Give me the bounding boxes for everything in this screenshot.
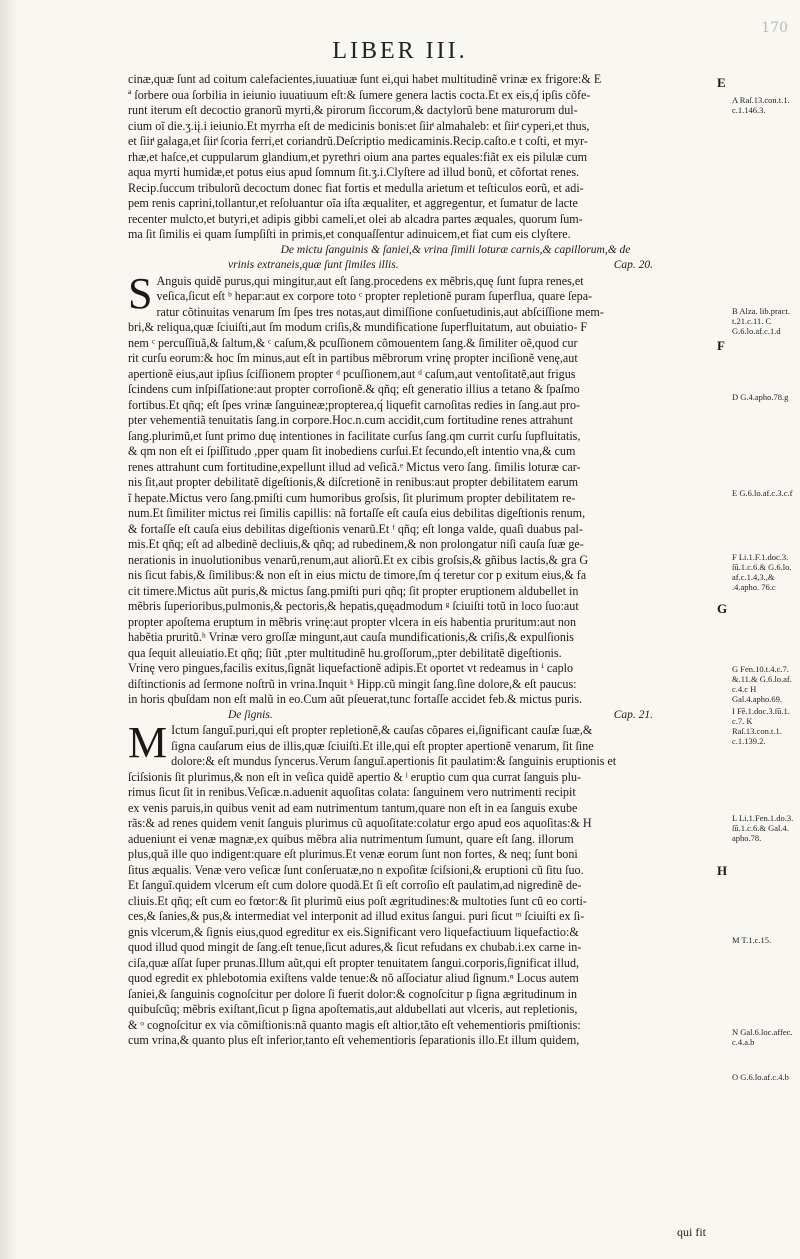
- text-line: Ictum ſanguĩ.puri,qui eſt propter repletionẽ,& cauſas cõpares ei,ſignificant cauſæ ſuæ,&: [171, 723, 593, 737]
- text-line: mẽbris ſuperioribus,pulmonis,& pectoris,& hepatis,quęadmodum ᵍ ſciuiſti totũ in loco ſuo:aut: [128, 599, 579, 613]
- text-line: cium oĩ die.ʒ.iį.i ieiunio.Et myrrha eſt de medicinis bonis:et ſiirͭ almahaleb: et ſiirͭ cyperi,et thus,: [128, 118, 590, 133]
- text-line: cit timere.Mictus aũt puris,& mictus ſang.pmiſti puri qñq; ſit propter eruptionem aldubellet in: [128, 583, 579, 598]
- margin-note-e: E G.6.lo.af.c.3.c.f: [732, 488, 793, 498]
- chapter-21-heading: [128, 708, 713, 724]
- text-line: recenter mulcto,et butyri,et adipis gibbi cameli,et olei ab alcadra partes æquales, quorum ſum-: [128, 211, 583, 226]
- margin-note-o: O G.6.lo.af.c.4.b: [732, 1072, 789, 1082]
- margin-note-g-h: G Fen.10.t.4.c.7. &.11.& G.6.lo.af. c.4.c H Gal.4.apho.69.: [732, 664, 792, 704]
- text-line: rimus ſicut ſit in renibus.Veſicæ.n.aduenit aquoſitas colata: ſanguinem vero nutrimenti recipit: [128, 785, 576, 799]
- text-line: dolore:& eſt mundus ſyncerus.Verum ſanguĩ.apertionis ſit paulatim:& ſanguinis eruptionis et: [171, 754, 617, 768]
- chapter-20-number: Cap. 20.: [613, 259, 653, 271]
- chapter-20-body: [128, 268, 713, 708]
- margin-note-f: F Li.1.F.1.doc.3. ſũ.1.c.6.& G.6.lo. af.c.1.4,3.,& .4.apho. 76.c: [732, 552, 792, 592]
- text-line: ĩ hepate.Mictus vero ſang.pmiſti cum humoribus groſsis, ſit plurimum propter debilitatem re-: [128, 490, 576, 505]
- text-line: Vrinę vero pingues,facilis exitus,ſignãt liquefactionẽ adipis.Et oportet vt redeamus in ⁱ caplo: [128, 661, 574, 675]
- text-line: nis ſit,aut propter debilitatẽ digeſtionis,& diſcretionẽ in renibus:aut propter debilitatem earum: [128, 475, 579, 489]
- chapter-21-body: [128, 718, 713, 1049]
- text-line: Recip.ſuccum tribulorũ decoctum donec fiat fortis et medulla arietum et teſticulos eorũ, et adi-: [128, 180, 584, 195]
- text-line: gnis vlcerum,& ſignis eius,quod egreditur ex eis.Significant vero liquefactiuum liquefactio:&: [128, 924, 579, 939]
- text-line: ciſa,quæ aſſat ſuper prunas.Illum aũt,qui eſt propter tenuitatem ſangui.corporis,ſignificat illud,: [128, 955, 580, 970]
- paragraph-block-3: [128, 718, 713, 1049]
- chapter-21-title: De ſignis.: [228, 708, 273, 721]
- text-line: propter apoſtema eruptum in mẽbris vrinę:aut propter vlcera in eis habentia pruritum:aut non: [128, 614, 577, 629]
- text-line: ſitus æqualis. Venæ vero veſicæ ſunt conſeruatæ,no n expoſitæ ſciſsioni,& eruptioni cũ ſitu ſuo.: [128, 862, 584, 877]
- text-line: ſaniei,& ſanguinis cognoſcitur per dolore ſi fuerit dolor:& cognoſcitur p ſigna ægritudinum in: [128, 986, 578, 1001]
- section-letter-h: H: [717, 863, 728, 878]
- text-line: qua ſequit alleuiatio.Et qñq; ſiũt ,pter multitudinẽ hu.groſſorum,,pter debilitatẽ digeſtionis.: [128, 645, 562, 660]
- text-line: cliuis.Et qñq; eſt cum eo fœtor:& ſit plurimũ eius poſt ægritudines:& multoties ſunt cũ eo corti-: [128, 893, 587, 908]
- text-line: adueniunt ei venæ magnæ,ex quibus mẽbra alia nutrimentum ſumunt, quare eſt ſang. illorum: [128, 831, 574, 846]
- margin-note-l: L Li.1.Fen.1.do.3. ſũ.1.c.6.& Gal.4. apho.78.: [732, 813, 794, 843]
- text-line: pem renis caprini,tollantur,et reſoluantur oĩa iſta æqualiter, et aggregentur, et ſumatur de lacte: [128, 196, 578, 210]
- text-line: quod egredit ex phlebotomia exiſtens valde tenue:& nõ aſſociatur aliud ſignum.ⁿ Locus autem: [128, 971, 579, 985]
- chapter-20-heading-line-2: [128, 258, 713, 274]
- drop-capital-s: S: [128, 268, 153, 318]
- margin-note-a: A Raſ.13.con.t.1. c.1.146.3.: [732, 95, 790, 115]
- catchword: qui fit: [677, 1225, 706, 1239]
- text-line: ratur cõtinuitas venarum ſm ſpes tres notas,aut dimiſſione conſuetudinis,aut abſciſſione mem-: [156, 304, 604, 319]
- text-line: rit curſu eorum:& hoc ſm minus,aut eſt in partibus mẽbrorum vrinę propter inciſionẽ venę,aut: [128, 351, 578, 365]
- text-line: runt iterum eſt decoctio granorũ myrti,& pirorum ſiccorum,& dactylorũ bene maturorum dul-: [128, 103, 578, 117]
- paragraph-block-1: [128, 72, 713, 243]
- section-letter-g: G: [717, 601, 728, 616]
- text-line: ex venis paruis,in quibus venit ad eam nutrimentum tantum,quare non eſt in ea ſanguis exube: [128, 800, 578, 815]
- margin-note-n: N Gal.6.loc.affec. c.4.a.b: [732, 1027, 793, 1047]
- margin-note-d: D G.4.apho.78.g: [732, 392, 789, 402]
- margin-note-b-c: B Alza. lib.pract. t.21.c.11. C G.6.lo.af.c.1.d: [732, 306, 790, 336]
- drop-capital-m: M: [128, 718, 168, 767]
- text-line: fortibus.Et qñq; eſt ſpes vrinæ ſanguineæ;propterea,q́ liquefit carnoſitas redies in ſang.aut pro-: [128, 397, 581, 412]
- section-letter-f: F: [717, 338, 725, 353]
- margin-note-i-k: I Fẽ.1.doc.3.ſũ.1. c.7. K Raſ.13.con.t.1. c.1.139.2.: [732, 706, 790, 746]
- text-line: cum vrina,& quanto plus eſt inferior,tanto eſt vehementioris ſeparationis illo.Et illum quidem,: [128, 1033, 580, 1047]
- running-head: LIBER III.: [332, 38, 468, 64]
- paragraph-block-2: [128, 268, 713, 708]
- chapter-21-number: Cap. 21.: [613, 708, 653, 721]
- main-text-column: [128, 72, 713, 1049]
- text-line: rãs:& ad renes quidem venit ſanguis plurimus cũ aquoſitate:colatur ergo apud eos aquoſitas:& H: [128, 816, 592, 830]
- text-line: ces,& ſanies,& pus,& intermediat vel interponit ad illud exitus ſangui. puri ſicut ᵐ ſciuiſti ex ſi-: [128, 909, 585, 923]
- text-line: ſigna cauſarum eius de illis,quæ ſciuiſti.Et ille,qui eſt propter apertionẽ venarum, ſit ſine: [171, 738, 594, 753]
- text-line: bri,& reliqua,quæ ſciuiſti,aut ſm modum criſis,& mundificatione ſuperfluitatum, aut obuiatio- F: [128, 320, 588, 334]
- chapter-20-subtitle: vrinis extraneis,quæ ſunt ſimiles illis.: [228, 259, 399, 271]
- text-line: quibuſcũq; mẽbris exiſtant,ſicut p ſigna apoſtematis,aut aldubellati aut vlceris, aut repletionis,: [128, 1002, 578, 1016]
- chapter-20-heading-line-1: De mictu ſanguinis & ſaniei,& vrina ſimili loturæ carnis,& capillorum,& de: [280, 243, 631, 256]
- text-line: plus,quã ille quo indigent:quare eſt plurimus.Et venæ eorum ſunt non fortes, & neq; ſunt boni: [128, 847, 578, 861]
- text-line: rhæ,et haſce,et cuppularum glandium,et pyrethri oium ana partes equales:fiãt ex eis pilulæ cum: [128, 149, 588, 164]
- text-line: renes attrahunt cum fortitudine,expellunt illud ad veſicã.ᵉ Mictus vero ſang. ſimilis loturæ car-: [128, 459, 581, 474]
- text-line: mis.Et qñq; eſt ad albedinẽ decliuis,& qñq; ad rubedinem,& non prolongatur niſi cauſa ſuæ ge-: [128, 537, 584, 551]
- text-line: & ᵒ cognoſcitur ex via cõmiſtionis:nã quanto magis eſt altior,tãto eſt vehementioris pmiſtionis:: [128, 1017, 581, 1032]
- text-line: & fortaſſe eſt cauſa eius debilitas digeſtionis venarũ.Et ᶠ qñq; eſt longa valde, quaſi duabus pal-: [128, 521, 583, 536]
- text-line: ma ſit ſimilis ei quam ſumpſiſti in primis,et conquaſſentur adinuicem,et fiat cum eis clyſtere.: [128, 227, 571, 241]
- text-line: apertionẽ eius,aut ipſius ſciſſionem propter ᵈ pcuſſionem,aut ᵈ caſum,aut ventoſitatẽ,aut frigus: [128, 366, 576, 381]
- text-line: pter vehementiã tenuitatis ſang.in corpore.Hoc.n.cum accidit,cum fortitudine renes attrahunt: [128, 413, 573, 427]
- text-line: ª ſorbere oua ſorbilia in ieiunio iuuatiuum eſt:& ſumere genera lactis cocta.Et ex eis,q́ ipſis cõfe-: [128, 87, 591, 102]
- text-line: in horis qbuſdam non eſt malũ in eo.Cum aũt pſeuerat,tunc fortaſſe accidet feb.& mictus puris.: [128, 692, 583, 706]
- text-line: & qm non eſt ei ſpiſſitudo ,pper quam ſit inobediens curſui.Et ſecundo,eſt intentio vna,& cum: [128, 444, 576, 458]
- text-line: Et ſanguĩ.quidem vlcerum eſt cum dolore quodã.Et ſi eſt corroſio eſt paulatim,ad nigredinẽ de-: [128, 878, 582, 892]
- text-line: veſica,ſicut eſt ᵇ hepar:aut ex corpore toto ᶜ propter repletionẽ puram ſuperflua, quare ſepa-: [156, 289, 593, 303]
- text-line: ſang.plurimũ,et ſunt primo duę intentiones in facilitate curſus ſang.qm currit curſu ſupfluitatis,: [128, 428, 581, 443]
- margin-note-m: M T.1.c.15.: [732, 935, 772, 945]
- text-line: cinæ,quæ ſunt ad coitum calefacientes,iuuatiuæ ſunt ei,qui habet multitudinẽ vrinæ ex frigore:& E: [128, 72, 602, 86]
- text-line: nis ſicut fabis,& ſimilibus:& non eſt in eius mictu de timore,ſm q́ teretur cor p exitum eius,& fa: [128, 568, 587, 582]
- text-line: ſciſsionis ſit plurimus,& non eſt in veſica quidẽ apertio & ˡ eruptio cum qua currat ſanguis plu-: [128, 769, 582, 784]
- text-line: ſcindens cum inſpiſſatione:aut propter corroſionẽ.& qñq; eſt generatio illius a tetano & ſpaſmo: [128, 382, 580, 396]
- text-line: et ſiirͭ galaga,et ſiirͭ ſcoria ferri,et coriandrũ.Deſcriptio medicaminis.Recip.caſto.e t coſti, et myr-: [128, 134, 588, 148]
- text-line: Anguis quidẽ purus,qui mingitur,aut eſt ſang.procedens ex mẽbris,quę ſunt ſupra renes,et: [156, 273, 584, 288]
- text-line: num.Et ſimiliter mictus rei ſimilis capillis: nã fortaſſe eſt cauſa eius debilitas digeſtionis renum,: [128, 506, 586, 520]
- text-line: habẽtia pruritũ.ʰ Vrinæ vero groſſæ mingunt,aut cauſa mundificationis,& criſis,& expulſionis: [128, 630, 574, 644]
- text-line: nerationis in inuolutionibus venarũ,renum,aut aliorũ.Et ex cibis groſsis,& gñibus lactis,& gra G: [128, 552, 589, 567]
- section-letter-e: E: [717, 75, 726, 90]
- text-line: diſtinctionis ad ſermone noſtrũ in vrina.Inquit ᵏ Hipp.cũ mingit ſang.ſine dolore,& eſt paucus:: [128, 676, 577, 691]
- text-line: quod illud quod mingit de ſang.eſt tenue,ſicut adures,& ſicut refudans ex chubab.i.ex carne in-: [128, 940, 582, 954]
- gutter-shadow: [0, 0, 18, 1259]
- text-line: aqua myrti humidæ,et potus eius apud ſomnum ſit.ʒ.i.Clyſtere ad illud bonũ, et cõfortat renes.: [128, 165, 580, 179]
- text-line: nem ᶜ percuſſiuã,& ſaltum,& ᶜ caſum,& pcuſſionem cõmouentem ſang.& ſimiliter oẽ,quod cur: [128, 335, 578, 350]
- page-number: 170: [761, 20, 788, 36]
